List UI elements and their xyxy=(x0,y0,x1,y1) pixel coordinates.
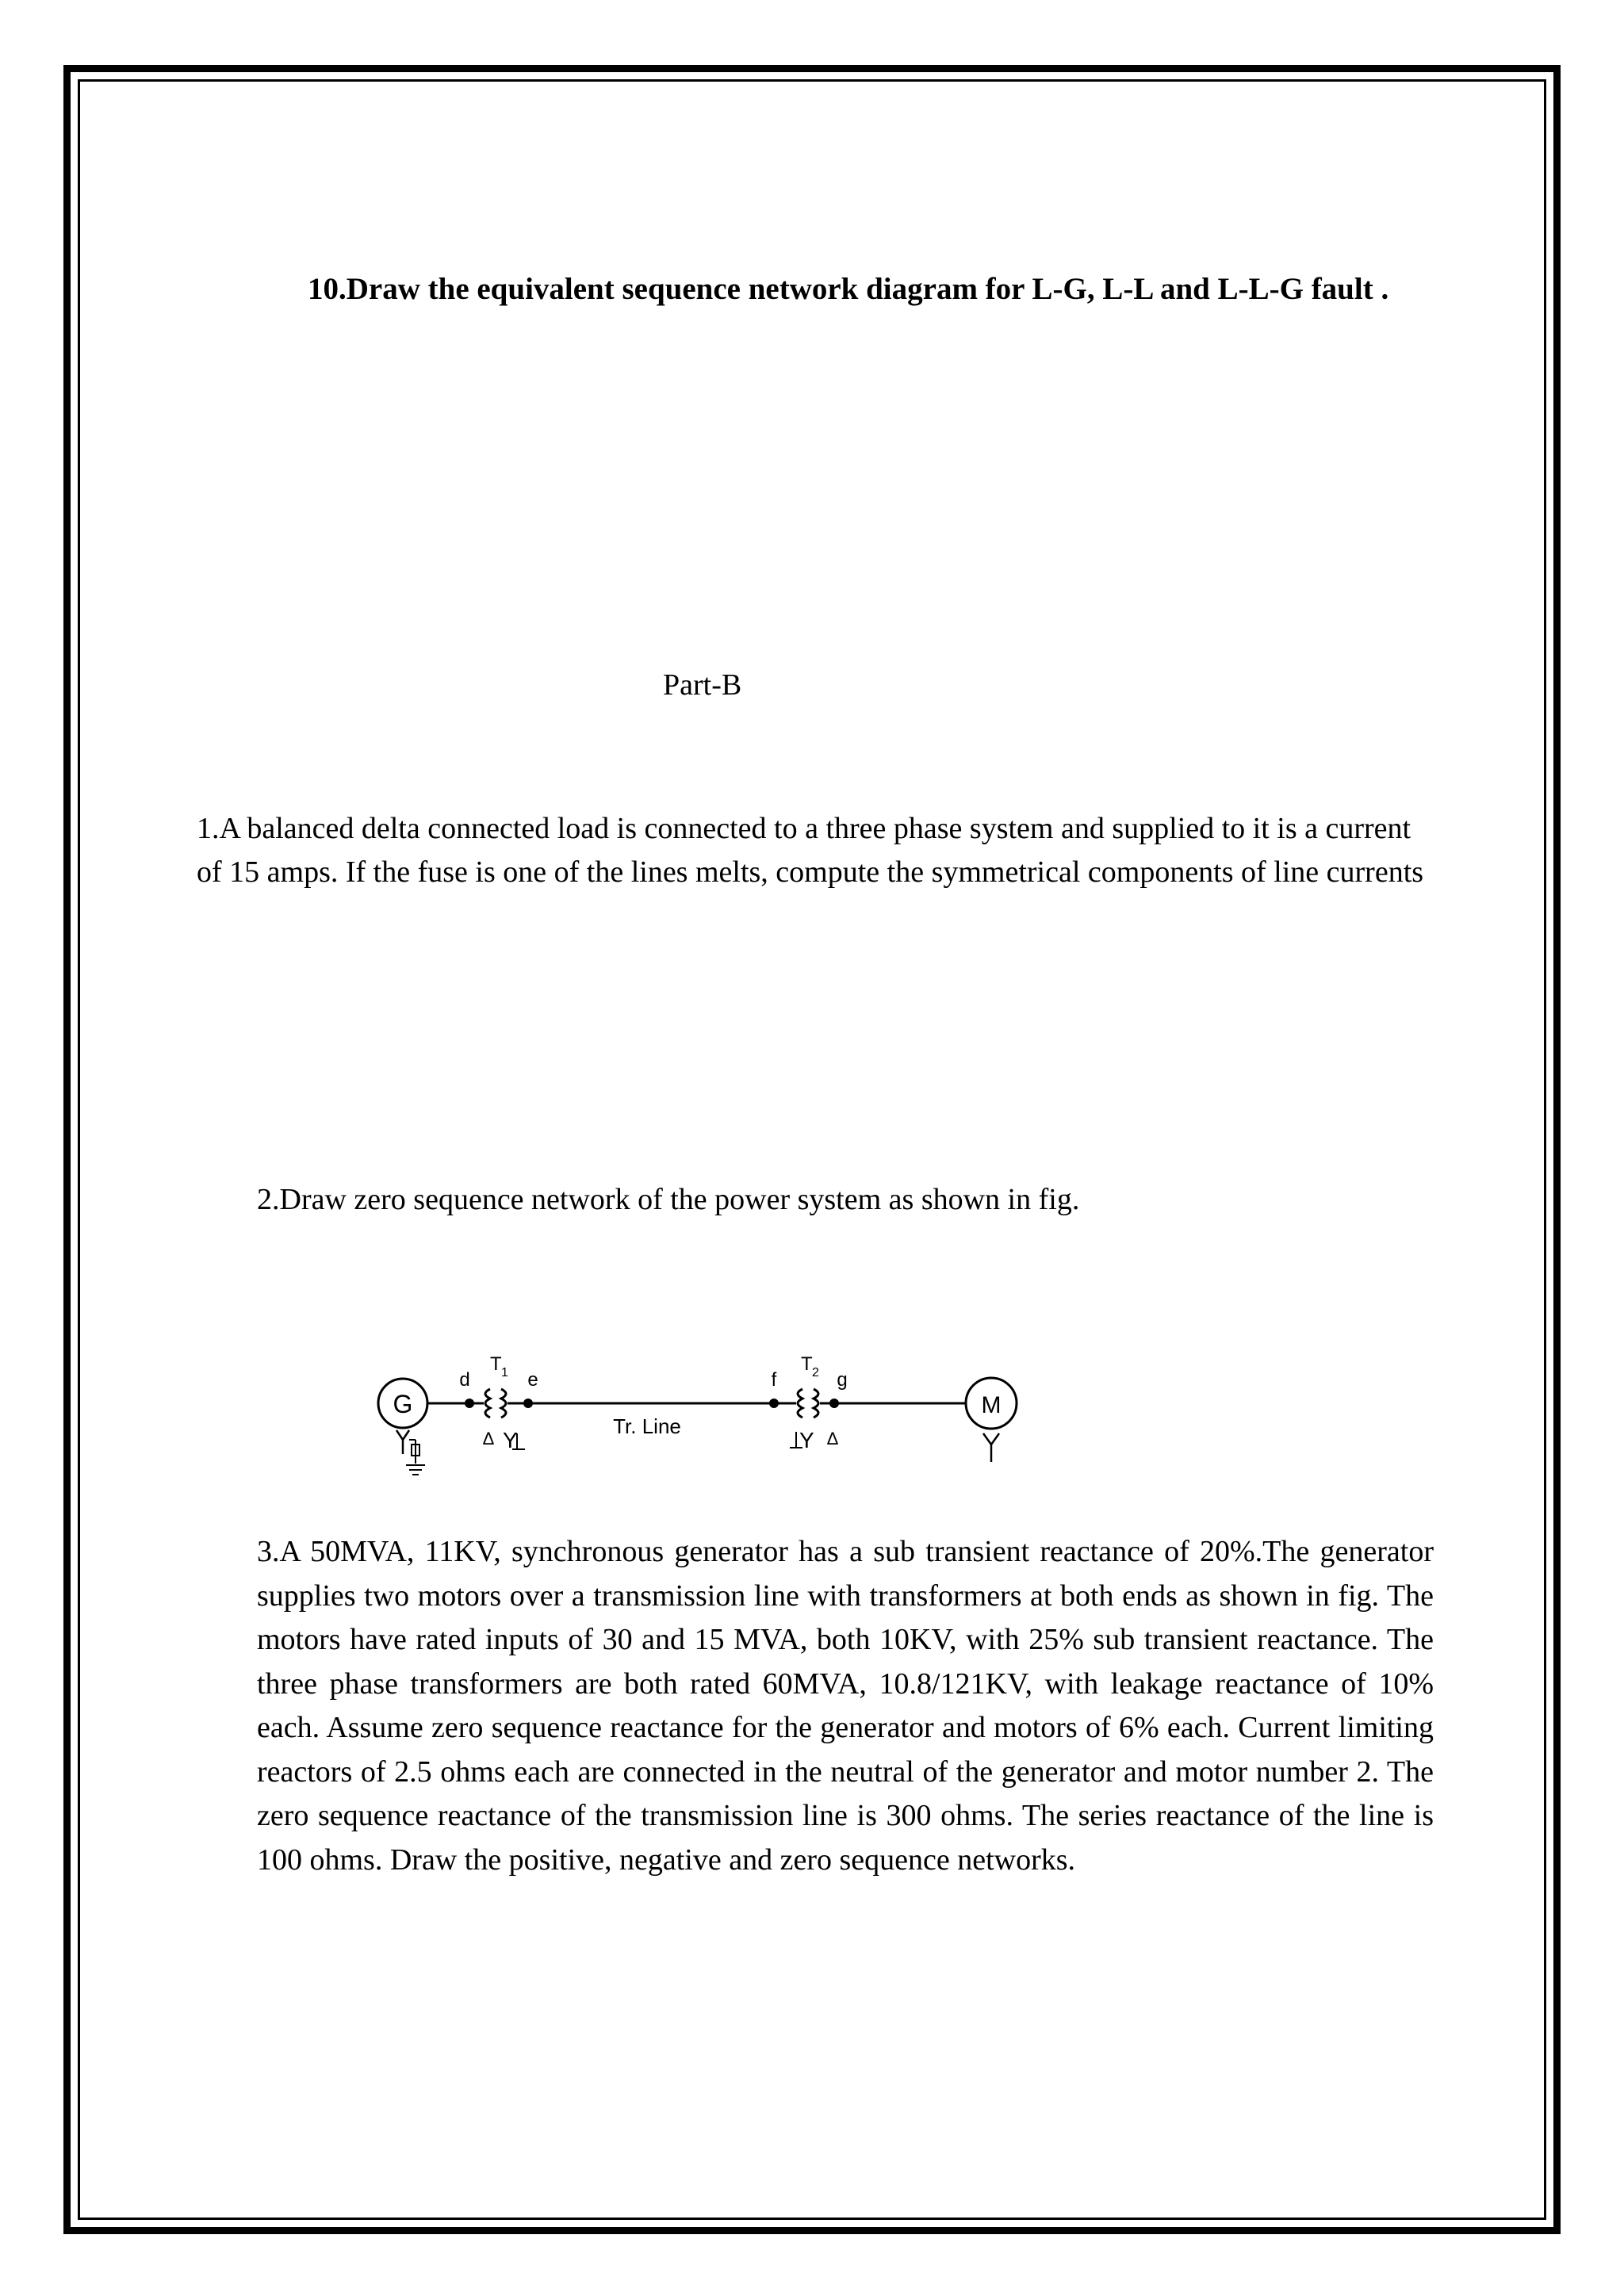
bus-e-label: e xyxy=(527,1369,538,1391)
motor-symbol xyxy=(966,1378,1017,1462)
transformer-t2-symbol xyxy=(771,1353,839,1452)
t1-label: T xyxy=(490,1353,502,1375)
transformer-t1-symbol xyxy=(469,1353,528,1452)
part-b-heading: Part-B xyxy=(663,668,742,702)
t2-delta-symbol: Δ xyxy=(826,1429,839,1448)
motor-label: M xyxy=(981,1392,1002,1418)
generator-label: G xyxy=(393,1390,413,1418)
transmission-line-label: Tr. Line xyxy=(613,1414,681,1438)
question-1: 1.A balanced delta connected load is connected to a three phase system and supplied to it is a current of 15 amps. If the fuse is one of the lines melts, compute the symmetrical components of line currents xyxy=(197,812,1424,889)
t2-wye-symbol: Y xyxy=(799,1428,814,1452)
question-10: 10.Draw the equivalent sequence network diagram for L-G, L-L and L-L-G fault . xyxy=(308,272,1389,306)
bus-d-label: d xyxy=(459,1369,470,1391)
generator-symbol xyxy=(378,1379,427,1475)
power-system-diagram xyxy=(373,1346,1071,1505)
t2-label: T xyxy=(801,1353,813,1375)
bus-g-label: g xyxy=(837,1369,848,1391)
t1-delta-symbol: Δ xyxy=(482,1429,495,1448)
question-3: 3.A 50MVA, 11KV, synchronous generator has a sub transient reactance of 20%.The generator supplies two motors over a transmission line with transformers at both ends as shown in fig. The motors have rated inputs of 30 and 15 MVA, both 10KV, with 25% sub transient reactance. The three phase transformers are both rated 60MVA, 10.8/121KV, with leakage reactance of 10% each. Assume zero sequence reactance for the generator and motors of 6% each. Current limiting reactors of 2.5 ohms each are connected in the neutral of the generator and motor number 2. The zero sequence reactance of the transmission line is 300 ohms. The series reactance of the line is 100 ohms. Draw the positive, negative and zero sequence networks. xyxy=(257,1535,1434,1877)
t1-wye-symbol: Y xyxy=(503,1428,518,1452)
question-2: 2.Draw zero sequence network of the power system as shown in fig. xyxy=(257,1183,1080,1216)
t1-subscript: 1 xyxy=(501,1366,508,1380)
bus-f-label: f xyxy=(771,1369,777,1391)
page-border-inner xyxy=(78,79,1546,2220)
t2-subscript: 2 xyxy=(812,1366,819,1380)
